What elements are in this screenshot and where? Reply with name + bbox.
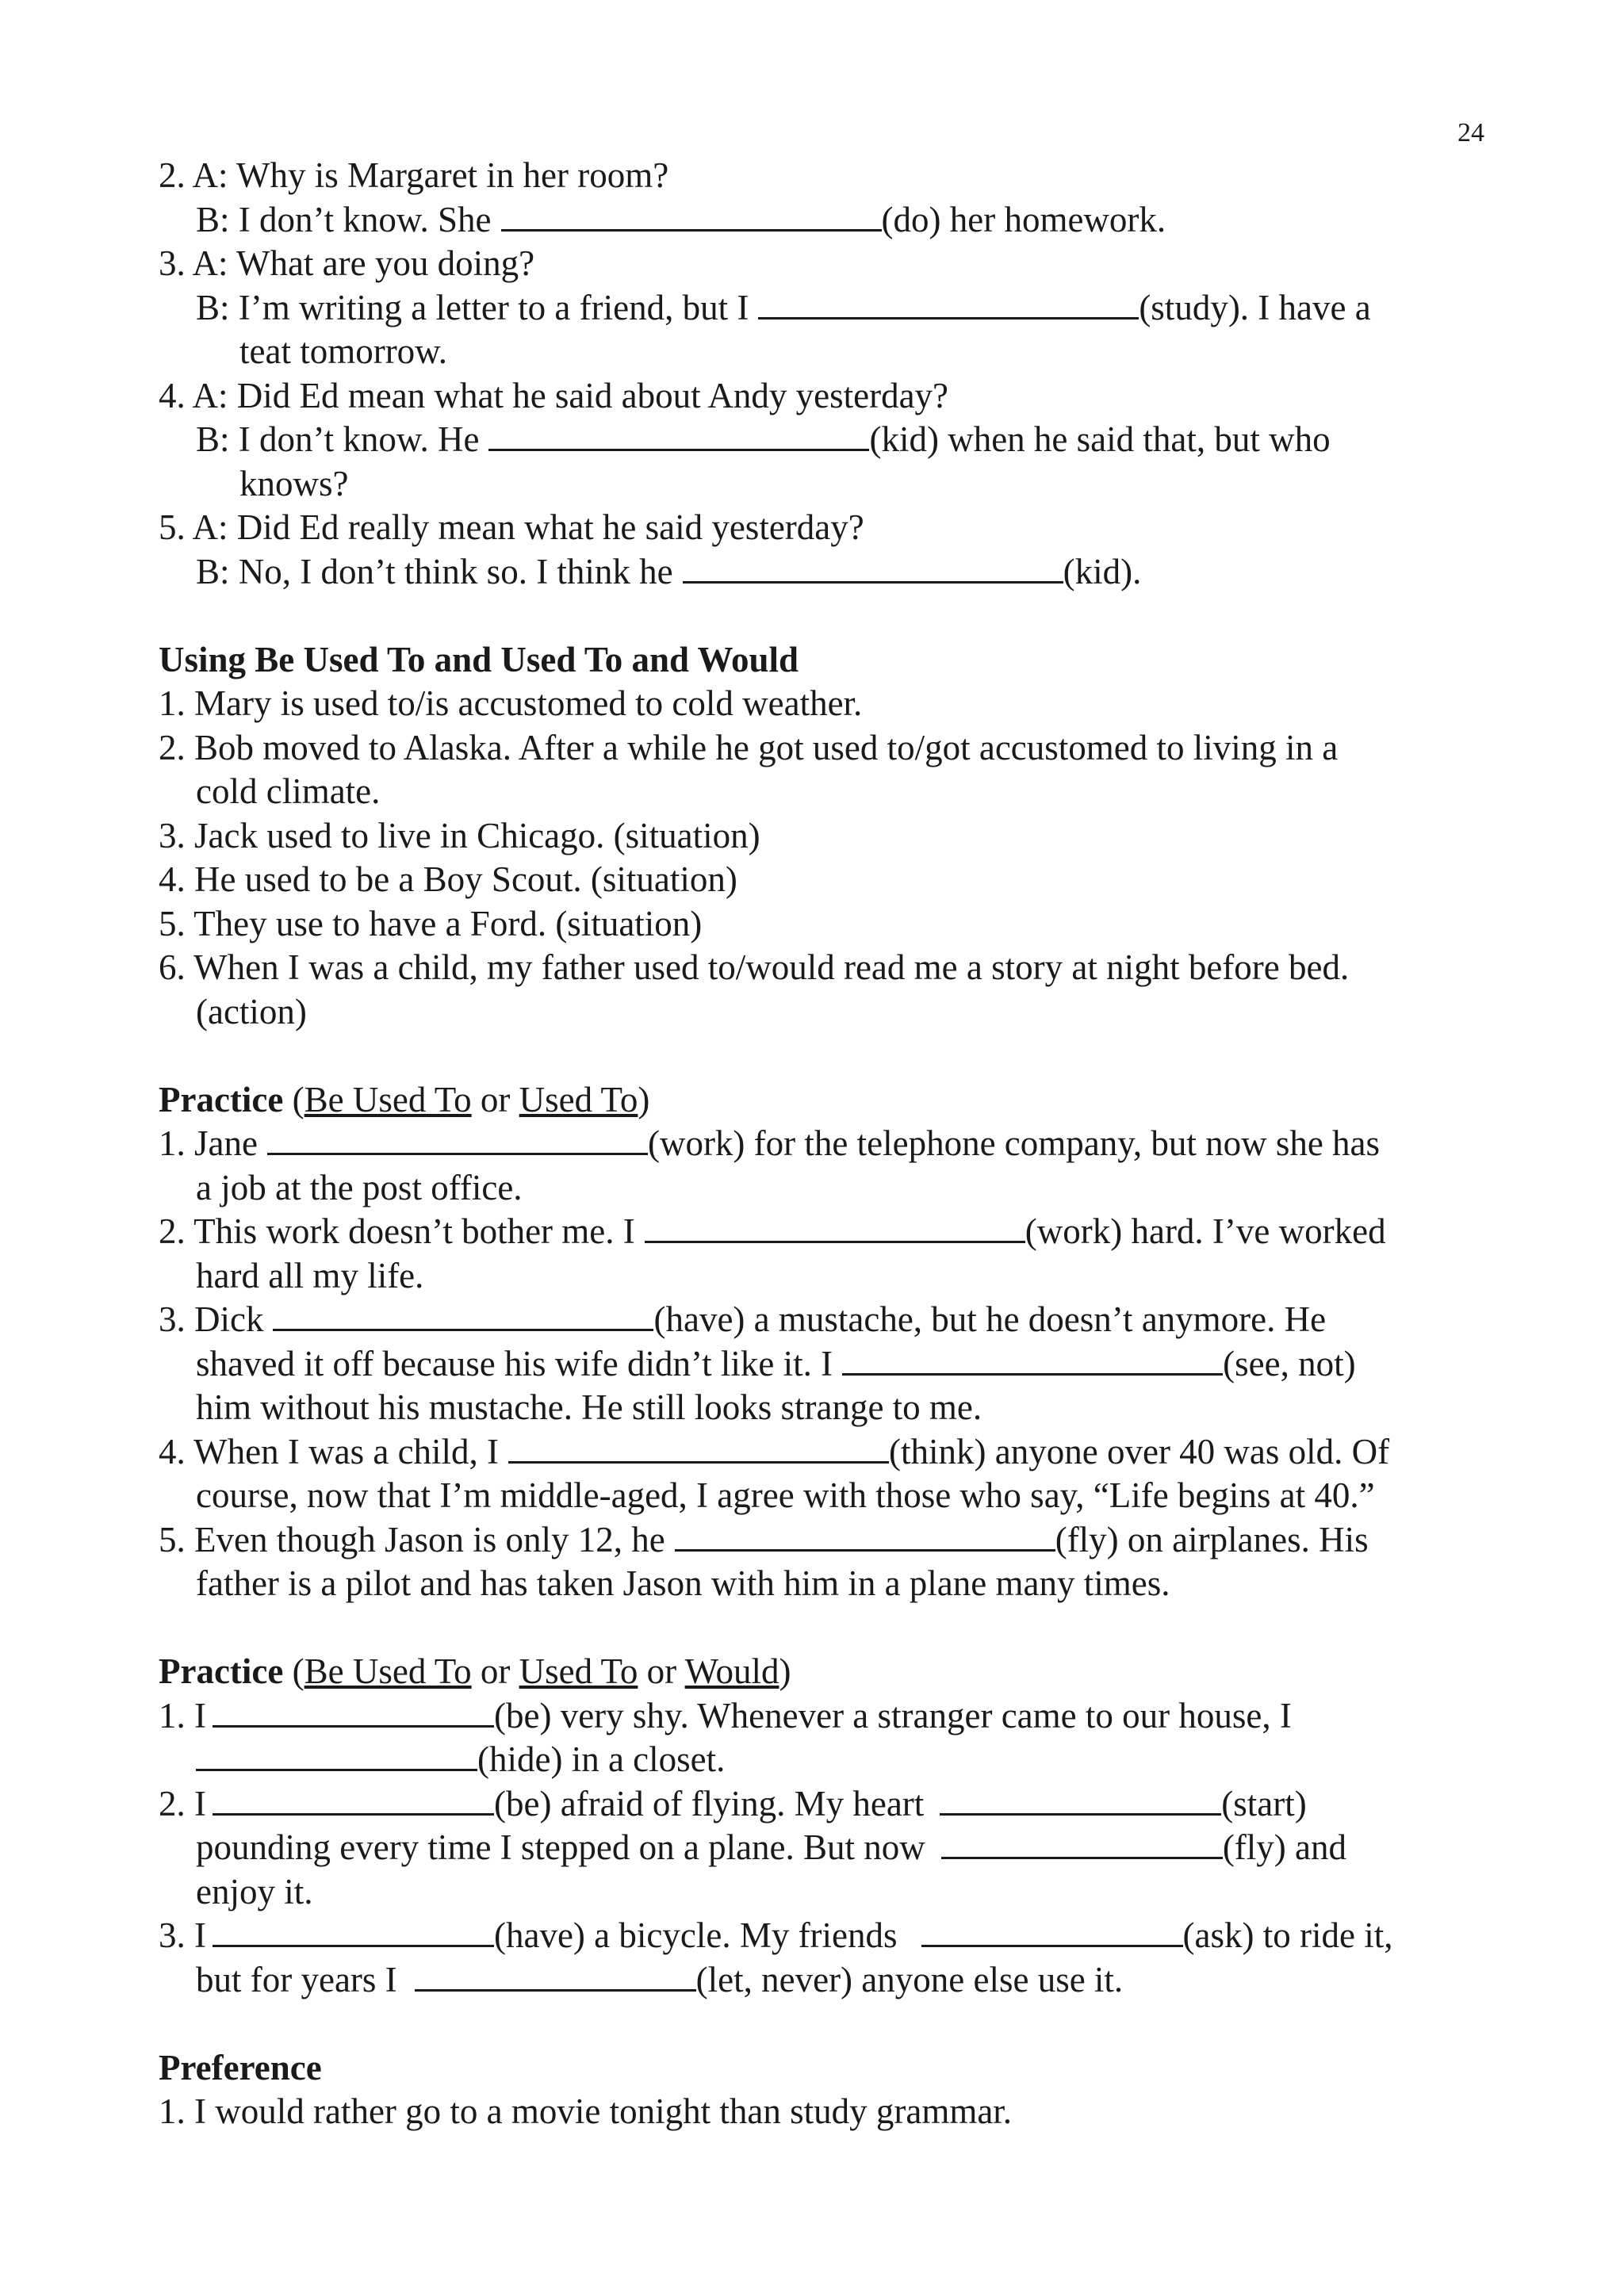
continuation-line: cold climate. <box>196 771 381 811</box>
answer-blank[interactable] <box>213 1695 494 1728</box>
exercise-line: 2. I (be) afraid of flying. My heart (start) <box>159 1783 1307 1823</box>
list-item: 3. Jack used to live in Chicago. (situation) <box>159 815 760 855</box>
exercise-line: 1. I (be) very shy. Whenever a stranger came to our house, I <box>159 1695 1292 1735</box>
answer-blank[interactable] <box>842 1343 1223 1376</box>
option-label: Used To <box>519 1079 638 1119</box>
answer-blank[interactable] <box>273 1299 653 1331</box>
speaker-b-line: B: I’m writing a letter to a friend, but I <box>196 287 749 327</box>
continuation-line: a job at the post office. <box>196 1167 523 1207</box>
continuation-line: (action) <box>196 991 307 1031</box>
answer-blank[interactable] <box>488 419 869 451</box>
continuation-line: knows? <box>239 463 349 503</box>
option-label: Used To <box>519 1651 638 1691</box>
speaker-a-line: A: Did Ed mean what he said about Andy yesterday? <box>192 375 949 415</box>
answer-blank[interactable] <box>683 551 1063 584</box>
section-heading: Practice <box>159 1651 284 1691</box>
list-item: 2. Bob moved to Alaska. After a while he got used to/got accustomed to living in a <box>159 727 1339 767</box>
answer-blank[interactable] <box>921 1915 1183 1947</box>
exercise-line: 5. Even though Jason is only 12, he (fly) on airplanes. His <box>159 1519 1369 1559</box>
section-heading-line: Practice (Be Used To or Used To) <box>159 1079 650 1119</box>
section-heading: Practice <box>159 1079 284 1119</box>
exercise-line <box>159 154 1475 198</box>
exercise-line: (hide) in a closet. <box>159 1738 1475 1782</box>
speaker-a-line: A: Did Ed really mean what he said yesterday? <box>192 507 864 547</box>
option-label: Would <box>684 1651 779 1691</box>
exercise-line: 2. This work doesn’t bother me. I (work) hard. I’ve worked <box>159 1211 1386 1251</box>
exercise-line: 4. When I was a child, I (think) anyone over 40 was old. Of <box>159 1431 1390 1471</box>
answer-blank[interactable] <box>645 1211 1025 1243</box>
exercise-line: B: I don’t know. He (kid) when he said that, but who <box>196 419 1331 459</box>
exercise-line: 1. Jane (work) for the telephone company, but now she has <box>159 1123 1381 1163</box>
item-number: 4. <box>159 375 186 415</box>
section-heading: Using Be Used To and Used To and Would <box>159 639 799 679</box>
speaker-b-line: B: I don’t know. He <box>196 419 480 459</box>
exercise-line: 3. Dick (have) a mustache, but he doesn’t anymore. He <box>159 1299 1327 1339</box>
exercise-line: B: I don’t know. She (do) her homework. <box>196 199 1166 239</box>
speaker-b-line: B: I don’t know. She <box>196 199 492 239</box>
answer-blank[interactable] <box>758 287 1139 320</box>
answer-blank[interactable] <box>196 1739 477 1771</box>
exercise-line: shaved it off because his wife didn’t like it. I (see, not) <box>196 1343 1356 1383</box>
list-item: 5. They use to have a Ford. (situation) <box>159 903 703 943</box>
exercise-line: 3. I (have) a bicycle. My friends (ask) to ride it, <box>159 1915 1393 1955</box>
page-number: 24 <box>1457 118 1484 147</box>
item-number: 2. <box>159 155 186 195</box>
exercise-line: B: No, I don’t think so. I think he (kid). <box>196 551 1142 591</box>
worksheet-content <box>159 154 1475 2134</box>
item-number: 3. <box>159 243 186 283</box>
continuation-line: hard all my life. <box>196 1255 424 1295</box>
continuation-line: course, now that I’m middle-aged, I agree with those who say, “Life begins at 40.” <box>196 1475 1375 1515</box>
continuation-line: him without his mustache. He still looks strange to me. <box>196 1387 982 1427</box>
exercise-line <box>159 374 1475 419</box>
exercise-line <box>159 242 1475 286</box>
continuation-line: teat tomorrow. <box>239 331 448 371</box>
item-number: 5. <box>159 507 186 547</box>
answer-blank[interactable] <box>415 1959 696 1992</box>
answer-blank[interactable] <box>675 1519 1055 1552</box>
exercise-line: B: I’m writing a letter to a friend, but I (study). I have a <box>196 287 1371 327</box>
exercise-line: pounding every time I stepped on a plane. But now (fly) and <box>196 1827 1346 1867</box>
speaker-b-line: B: No, I don’t think so. I think he <box>196 551 673 591</box>
answer-blank[interactable] <box>267 1123 648 1155</box>
section-heading-line: Practice (Be Used To or Used To or Would) <box>159 1651 791 1691</box>
speaker-a-line: A: Why is Margaret in her room? <box>192 155 669 195</box>
exercise-line: but for years I (let, never) anyone else use it. <box>196 1959 1124 1999</box>
answer-blank[interactable] <box>501 199 882 232</box>
list-item: 1. Mary is used to/is accustomed to cold weather. <box>159 683 863 723</box>
answer-blank[interactable] <box>213 1783 494 1816</box>
answer-blank[interactable] <box>213 1915 494 1947</box>
exercise-line <box>159 506 1475 550</box>
answer-blank[interactable] <box>940 1783 1221 1816</box>
list-item: 1. I would rather go to a movie tonight than study grammar. <box>159 2091 1013 2131</box>
list-item: 6. When I was a child, my father used to/would read me a story at night before bed. <box>159 947 1350 987</box>
option-label: Be Used To <box>304 1079 472 1119</box>
speaker-a-line: A: What are you doing? <box>192 243 535 283</box>
option-label: Be Used To <box>304 1651 472 1691</box>
answer-blank[interactable] <box>941 1827 1223 1859</box>
list-item: 4. He used to be a Boy Scout. (situation) <box>159 859 737 899</box>
continuation-line: enjoy it. <box>196 1871 313 1911</box>
answer-blank[interactable] <box>508 1431 889 1464</box>
continuation-line: father is a pilot and has taken Jason with him in a plane many times. <box>196 1563 1170 1603</box>
section-heading: Preference <box>159 2047 322 2087</box>
